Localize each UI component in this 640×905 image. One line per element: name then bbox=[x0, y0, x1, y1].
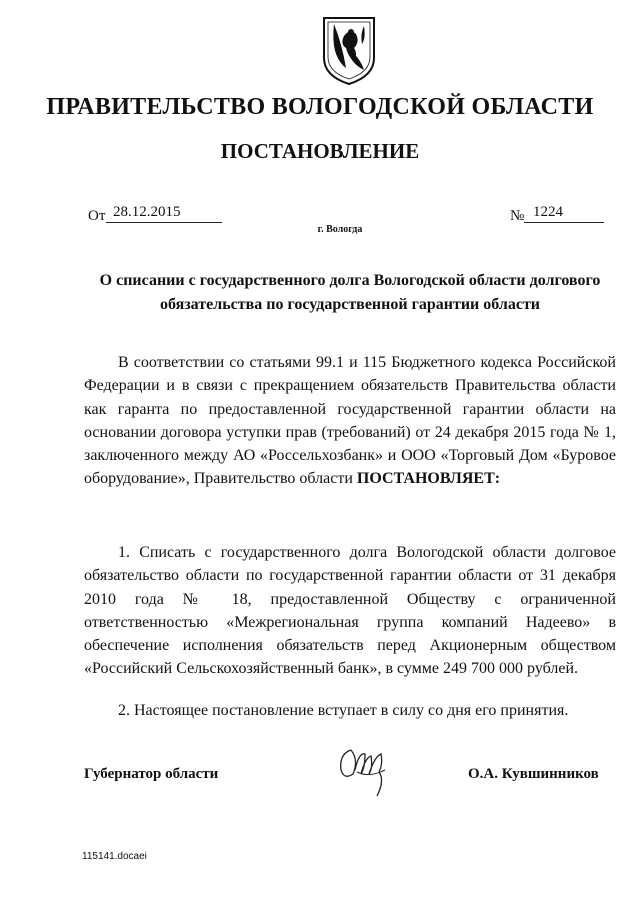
number-underline bbox=[524, 222, 604, 223]
document-title: О списании с государственного долга Вологодской области долгового обязательства по государственной гарантии области bbox=[99, 272, 601, 313]
date-underline bbox=[106, 222, 222, 223]
document-date: 28.12.2015 bbox=[113, 204, 181, 220]
clause-1: 1. Списать с государственного долга Вологодской области долговое обязательство области по государственной гарантии области от 31 декабря 2010 года № 18, предоставленной Обществу с ограниченной ответственностью «Межрегиональная группа компаний Надеево» в обеспечение исполнения обязательств перед Акционерным обществом «Российский Сельскохозяйственный банк», в сумме 249 700 000 рублей. bbox=[84, 544, 616, 678]
city: г. Вологда bbox=[317, 224, 363, 235]
coat-of-arms-icon bbox=[320, 14, 378, 86]
file-reference: 115141.docaei bbox=[82, 851, 147, 862]
clause-2: 2. Настоящее постановление вступает в силу со дня его принятия. bbox=[118, 702, 569, 719]
decree-keyword: ПОСТАНОВЛЯЕТ: bbox=[356, 470, 501, 488]
date-prefix: От bbox=[88, 208, 106, 224]
document-type: ПОСТАНОВЛЕНИЕ bbox=[220, 139, 420, 163]
signatory-position: Губернатор области bbox=[84, 766, 219, 782]
preamble-paragraph bbox=[84, 351, 616, 491]
organization-name: ПРАВИТЕЛЬСТВО ВОЛОГОДСКОЙ ОБЛАСТИ bbox=[46, 94, 594, 120]
signatory-name: О.А. Кувшинников bbox=[468, 766, 599, 782]
handwritten-signature bbox=[335, 740, 395, 798]
document-number: 1224 bbox=[533, 204, 563, 220]
number-prefix: № bbox=[510, 208, 525, 224]
preamble-text: В соответствии со статьями 99.1 и 115 Бюджетного кодекса Российской Федерации и в связи с прекращением обязательств Правительства области как гаранта по предоставленной государственной гарантии области на основании договора уступки прав (требований) от 24 декабря 2015 года № 1, заключенного между АО «Россельхозбанк» и ООО «Торговый Дом «Буровое оборудование», Правительство области bbox=[84, 354, 616, 488]
